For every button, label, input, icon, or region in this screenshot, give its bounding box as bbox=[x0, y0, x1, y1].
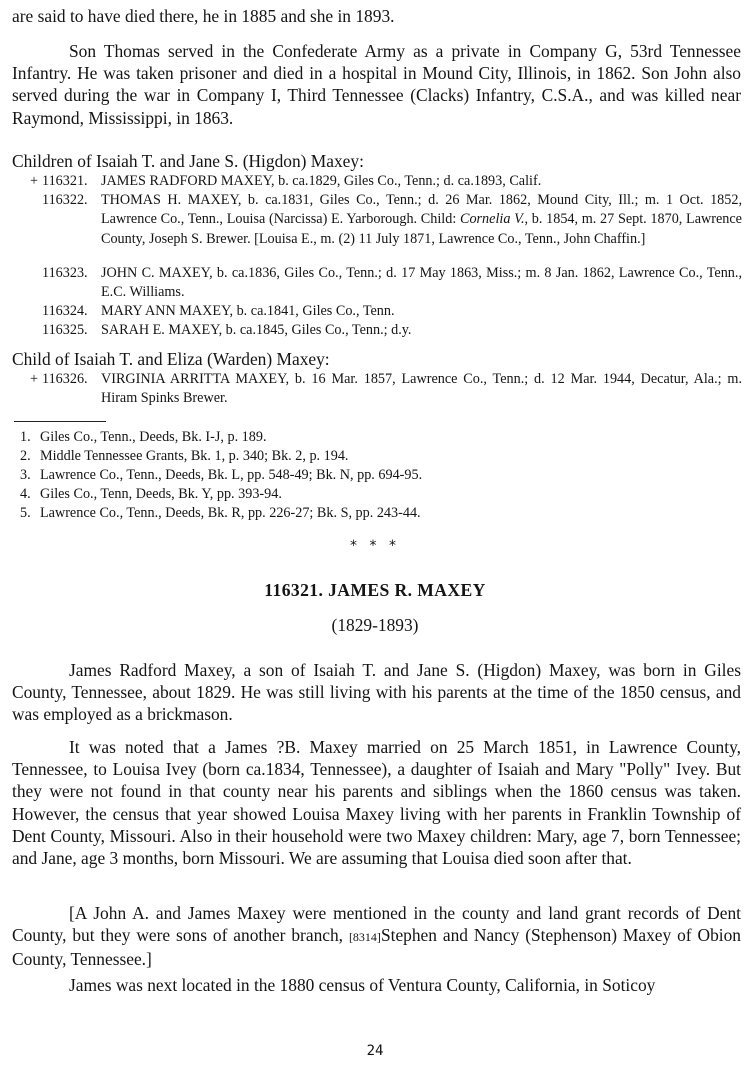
section-years: (1829-1893) bbox=[331, 615, 419, 635]
footnote-number: 2. bbox=[20, 448, 31, 464]
descendant-marker: + bbox=[30, 173, 39, 189]
footnote-text: Lawrence Co., Tenn., Deeds, Bk. R, pp. 226-27; Bk. S, pp. 243-44. bbox=[40, 505, 421, 521]
child-number: 116326. bbox=[42, 371, 88, 387]
child-entry-text: THOMAS H. MAXEY, b. ca.1831, Giles Co., Tenn.; d. 26 Mar. 1862, Mound City, Ill.; m. 1 Oct. 1852, Lawrence Co., Tenn., Louisa (Narcissa) E. Yarborough. Child: Cornelia V., b. 1854, m. 27 Sept. 1870, Lawrence County, Joseph S. Brewer. [Louisa E., m. (2) 11 July 1871, Lawrence Co., Tenn., John Chaffin.] bbox=[101, 192, 742, 247]
child-number: 116323. bbox=[42, 265, 88, 281]
child-number: 116325. bbox=[42, 322, 88, 338]
footnote-number: 3. bbox=[20, 467, 31, 483]
paragraph-bracket-note: [A John A. and James Maxey were mentioned in the county and land grant records of Dent County, but they were sons of another branch, [8314]Stephen and Nancy (Stephenson) Maxey of Obion County, Tennessee.] bbox=[12, 903, 741, 970]
footnote-number: 1. bbox=[20, 429, 31, 445]
child-number: 116324. bbox=[42, 303, 88, 319]
section-title: 116321. JAMES R. MAXEY bbox=[264, 580, 486, 600]
footnote bbox=[20, 428, 267, 447]
paragraph-thomas: Son Thomas served in the Confederate Army as a private in Company G, 53rd Tennessee Infantry. He was taken prisoner and died in a hospital in Mound City, Illinois, in 1862. Son John also served during the war in Company I, Third Tennessee (Clacks) Infantry, C.S.A., and was killed near Raymond, Mississippi, in 1863. bbox=[12, 41, 741, 128]
footnote bbox=[20, 447, 348, 466]
list-item bbox=[0, 191, 742, 269]
child-number: 116322. bbox=[42, 192, 88, 208]
page-number: 24 bbox=[366, 1043, 384, 1059]
list-item bbox=[0, 172, 742, 191]
footnote bbox=[20, 466, 422, 485]
list-item bbox=[0, 321, 742, 340]
paragraph-james-birth: James Radford Maxey, a son of Isaiah T. and Jane S. (Higdon) Maxey, was born in Giles County, Tennessee, about 1829. He was still living with his parents at the time of the 1850 census, and was employed as a brickmason. bbox=[12, 660, 741, 725]
children-heading-jane: Children of Isaiah T. and Jane S. (Higdon) Maxey: bbox=[12, 151, 364, 171]
footnote bbox=[20, 485, 282, 504]
footnote bbox=[20, 504, 421, 523]
footnote-number: 5. bbox=[20, 505, 31, 521]
children-heading-eliza: Child of Isaiah T. and Eliza (Warden) Maxey: bbox=[12, 349, 330, 369]
footnote-text: Lawrence Co., Tenn., Deeds, Bk. L, pp. 548-49; Bk. N, pp. 694-95. bbox=[40, 467, 423, 483]
section-separator: * * * bbox=[350, 538, 400, 554]
child-entry-text: JAMES RADFORD MAXEY, b. ca.1829, Giles Co., Tenn.; d. ca.1893, Calif. bbox=[101, 173, 542, 189]
child-number: 116321. bbox=[42, 173, 88, 189]
child-entry-text: SARAH E. MAXEY, b. ca.1845, Giles Co., Tenn.; d.y. bbox=[101, 322, 412, 338]
cross-reference: [8314] bbox=[348, 930, 381, 945]
paragraph-marriage: It was noted that a James ?B. Maxey married on 25 March 1851, in Lawrence County, Tennessee, to Louisa Ivey (born ca.1834, Tennessee), a daughter of Isaiah and Mary "Polly" Ivey. But they were not found in that county near his parents and siblings when the 1860 census was taken. However, the census that year showed Louisa Maxey living with her parents in Franklin Township of Dent County, Missouri. Also in their household were two Maxey children: Mary, age 7, born Tennessee; and Jane, age 3 months, born Missouri. We are assuming that Louisa died soon after that. bbox=[12, 737, 741, 869]
child-entry-text: VIRGINIA ARRITTA MAXEY, b. 16 Mar. 1857, Lawrence Co., Tenn.; d. 12 Mar. 1944, Decatur, Ala.; m. Hiram Spinks Brewer. bbox=[101, 371, 742, 407]
footnote-text: Giles Co., Tenn., Deeds, Bk. I-J, p. 189. bbox=[40, 429, 267, 445]
footnote-divider bbox=[14, 421, 106, 422]
list-item bbox=[0, 302, 742, 321]
child-entry-text: MARY ANN MAXEY, b. ca.1841, Giles Co., Tenn. bbox=[101, 303, 395, 319]
paragraph-top-line: are said to have died there, he in 1885 and she in 1893. bbox=[12, 6, 395, 26]
footnote-number: 4. bbox=[20, 486, 31, 502]
paragraph-last-line: James was next located in the 1880 census of Ventura County, California, in Soticoy bbox=[69, 975, 656, 995]
child-entry-text: JOHN C. MAXEY, b. ca.1836, Giles Co., Tenn.; d. 17 May 1863, Miss.; m. 8 Jan. 1862, Lawrence Co., Tenn., E.C. Williams. bbox=[101, 265, 742, 301]
list-item bbox=[0, 370, 742, 409]
footnote-text: Giles Co., Tenn, Deeds, Bk. Y, pp. 393-94. bbox=[40, 486, 282, 502]
footnote-text: Middle Tennessee Grants, Bk. 1, p. 340; Bk. 2, p. 194. bbox=[40, 448, 349, 464]
list-item bbox=[0, 264, 742, 303]
descendant-marker: + bbox=[30, 371, 39, 387]
